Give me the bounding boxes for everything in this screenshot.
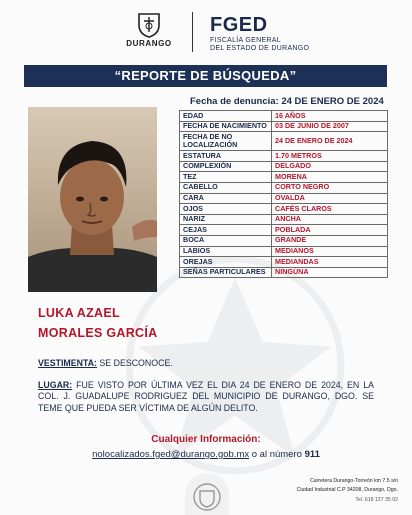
durango-label: DURANGO (126, 39, 172, 48)
detail-label: CEJAS (180, 225, 272, 236)
contact-phone-number[interactable]: 911 (304, 449, 320, 460)
footer-address-line2: Ciudad Industrial C.P 34208, Durango, Dgo. (296, 487, 398, 493)
detail-label: OREJAS (180, 257, 272, 268)
durango-logo (108, 10, 190, 54)
lugar-paragraph (38, 380, 374, 414)
report-title: “REPORTE DE BÚSQUEDA” (24, 65, 387, 87)
detail-value: 24 DE ENERO DE 2024 (272, 132, 388, 151)
footer-emblem-icon (185, 473, 229, 515)
detail-label: FECHA DE NACIMIENTO (180, 121, 272, 132)
detail-row (180, 257, 388, 268)
detail-row (180, 267, 388, 278)
detail-row (180, 204, 388, 215)
detail-value: MEDIANDAS (272, 257, 388, 268)
person-name-line2: MORALES GARCÍA (38, 326, 158, 340)
detail-row (180, 151, 388, 162)
fged-subtitle-line1: FISCALÍA GENERAL (210, 37, 281, 44)
footer-address-line1: Carretera Durango-Torreón km 7.5 s/n (310, 478, 398, 484)
detail-label: SEÑAS PARTICULARES (180, 267, 272, 278)
detail-label: COMPLEXIÓN (180, 161, 272, 172)
detail-value: NINGÚNA (272, 267, 388, 278)
detail-label: CABELLO (180, 182, 272, 193)
detail-row (180, 214, 388, 225)
detail-value: MEDIANOS (272, 246, 388, 257)
person-details-table (179, 110, 388, 278)
detail-row (180, 172, 388, 183)
detail-label: LABIOS (180, 246, 272, 257)
detail-value: GRANDE (272, 235, 388, 246)
detail-value: 1.70 METROS (272, 151, 388, 162)
lugar-label: LUGAR: (38, 380, 73, 390)
detail-row (180, 193, 388, 204)
detail-value: ANCHA (272, 214, 388, 225)
header-divider (192, 12, 193, 52)
detail-label: FECHA DE NO LOCALIZACIÓN (180, 132, 272, 151)
fged-subtitle-line2: DEL ESTADO DE DURANGO (210, 45, 310, 52)
detail-value: CORTO NEGRO (272, 182, 388, 193)
detail-row (180, 246, 388, 257)
detail-value: MORENA (272, 172, 388, 183)
detail-value: OVALDA (272, 193, 388, 204)
detail-value: 16 AÑOS (272, 111, 388, 122)
detail-row (180, 161, 388, 172)
detail-label: EDAD (180, 111, 272, 122)
person-portrait-icon (28, 107, 157, 292)
lugar-text: FUE VISTO POR ÚLTIMA VEZ EL DIA 24 DE ENERO DE 2024, EN LA COL. J. GUADALUPE RODRIGUEZ DEL MUNICIPIO DE DURANGO, DGO. SE TEME QUE PUEDA SER VÍCTIMA DE ALGÚN DELITO. (38, 380, 374, 413)
durango-crest-icon (136, 10, 162, 38)
detail-value: CAFÉS CLAROS (272, 204, 388, 215)
vestimenta-text: SE DESCONOCE. (96, 358, 173, 368)
detail-label: NARIZ (180, 214, 272, 225)
report-date: Fecha de denuncia: 24 DE ENERO DE 2024 (190, 96, 384, 107)
detail-label: BOCA (180, 235, 272, 246)
detail-label: TEZ (180, 172, 272, 183)
detail-label: OJOS (180, 204, 272, 215)
contact-middle-text: o al número (249, 449, 305, 460)
vestimenta-paragraph (38, 358, 173, 368)
detail-row (180, 225, 388, 236)
detail-label: ESTATURA (180, 151, 272, 162)
detail-row (180, 121, 388, 132)
vestimenta-label: VESTIMENTA: (38, 358, 97, 368)
detail-row (180, 182, 388, 193)
contact-email-link[interactable]: nolocalizados.fged@durango.gob.mx (92, 449, 250, 460)
footer-phone: Tel. 618 137 35 02 (355, 497, 398, 503)
detail-label: CARA (180, 193, 272, 204)
contact-heading: Cualquier Información: (151, 434, 261, 445)
detail-row (180, 132, 388, 151)
detail-value: POBLADA (272, 225, 388, 236)
detail-row (180, 111, 388, 122)
person-name-line1: LUKA AZAEL (38, 306, 120, 320)
detail-value: DELGADO (272, 161, 388, 172)
fged-title: FGED (210, 14, 268, 36)
contact-line (0, 449, 412, 460)
person-photo (28, 107, 157, 292)
detail-value: 03 DE JUNIO DE 2007 (272, 121, 388, 132)
detail-row (180, 235, 388, 246)
